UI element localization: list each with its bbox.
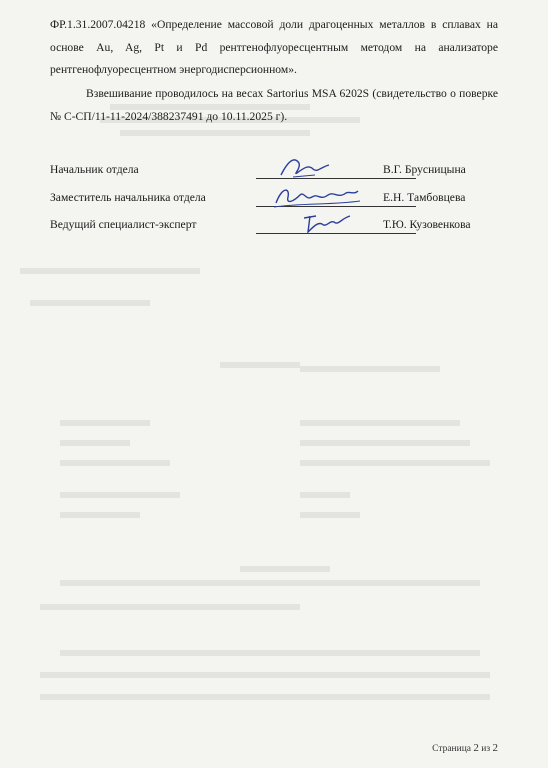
page-separator: из: [481, 744, 491, 754]
handwritten-signature: [298, 208, 358, 238]
signatory-name: Е.Н. Тамбовцева: [383, 191, 466, 204]
signatory-title: Начальник отдела: [50, 163, 139, 176]
signatory-title: Ведущий специалист-эксперт: [50, 218, 197, 231]
page-total: 2: [492, 742, 498, 754]
signatory-title: Заместитель начальника отдела: [50, 191, 206, 204]
method-reference-paragraph: ФР.1.31.2007.04218 «Определение массовой доли драгоценных металлов в сплавах на основе Au, Ag, Pt и Pd рентгенофлуоресцентным методом на анализаторе рентгенофлуоресцентном энергодисперсионном».: [50, 18, 498, 76]
handwritten-signature: [275, 153, 335, 183]
signatory-name: Т.Ю. Кузовенкова: [383, 218, 471, 231]
signature-row-head: [50, 163, 510, 185]
signatory-name: В.Г. Брусницына: [383, 163, 466, 176]
page-footer: [432, 742, 498, 754]
page-label: Страница: [432, 744, 472, 754]
weighing-paragraph: Взвешивание проводилось на весах Sartorius MSA 6202S (свидетельство о поверке № С-СП/11-11-2024/388237491 до 10.11.2025 г).: [50, 87, 498, 123]
signature-row-expert: [50, 218, 510, 240]
page-number: 2: [473, 742, 479, 754]
signature-row-deputy: [50, 191, 510, 213]
